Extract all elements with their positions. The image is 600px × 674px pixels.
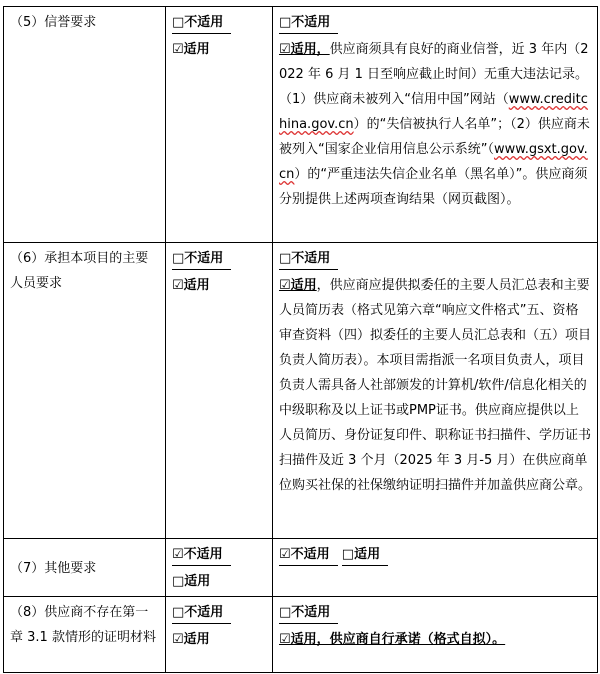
option-applicable: ☑适用	[172, 632, 210, 647]
requirement-item-cell	[4, 539, 166, 597]
applicability-cell	[166, 597, 273, 673]
applicability-cell	[166, 539, 273, 597]
option-applicable: ☑适用	[172, 278, 210, 293]
detail-text	[279, 37, 591, 212]
option-not-applicable: □不适用	[172, 13, 231, 34]
table-row	[4, 7, 598, 243]
detail-text-part: 供应商须具有良好的商业信誉，近 3 年内（2022 年 6 月 1 日至响应截止时间）无重大违法记录。（1）供应商未被列入“信用中国”网站（	[279, 42, 589, 107]
requirement-item-label: （6）承担本项目的主要人员要求	[10, 251, 149, 291]
detail-option-applicable: □适用	[342, 545, 388, 566]
requirement-detail-cell	[273, 243, 598, 539]
detail-text	[279, 627, 591, 652]
option-not-applicable: □不适用	[172, 603, 231, 624]
requirement-item-cell	[4, 243, 166, 539]
requirement-item-label: （8）供应商不存在第一章 3.1 款情形的证明材料	[10, 605, 156, 645]
detail-selected-option: ☑适用，供应商自行承诺（格式自拟）。	[279, 632, 506, 647]
requirement-item-cell	[4, 597, 166, 673]
detail-option-not-applicable: □不适用	[279, 13, 338, 34]
option-not-applicable: □不适用	[172, 249, 231, 270]
option-applicable: □适用	[172, 574, 211, 589]
requirement-detail-cell	[273, 539, 598, 597]
requirement-item-label: （5）信誉要求	[10, 15, 97, 30]
table-row	[4, 597, 598, 673]
option-not-applicable: ☑不适用	[172, 545, 231, 566]
requirement-item-label: （7）其他要求	[10, 560, 97, 576]
requirements-table	[3, 6, 598, 673]
detail-option-not-applicable: ☑不适用	[279, 545, 338, 566]
detail-text-part: ）的“严重违法失信企业名单（黑名单）”。供应商须分别提供上述两项查询结果（网页截图）。	[279, 167, 588, 207]
requirement-item-cell	[4, 7, 166, 243]
detail-text	[279, 273, 591, 498]
detail-option-not-applicable: □不适用	[279, 603, 338, 624]
detail-selected-option: ☑适用，	[279, 42, 330, 57]
detail-selected-option: ☑适用	[279, 278, 317, 293]
applicability-cell	[166, 243, 273, 539]
requirement-detail-cell	[273, 597, 598, 673]
detail-text-part: ，供应商应提供拟委任的主要人员汇总表和主要人员简历表（格式见第六章“响应文件格式”五、资格审查资料（四）拟委任的主要人员汇总表和（五）项目负责人简历表）。本项目需指派一名项目负责人，项目负责人需具备人社部颁发的计算机/软件/信息化相关的中级职称及以上证书或PMP证书。供应商应提供以上人员简历、身份证复印件、职称证书扫描件、学历证书扫描件及近 3 个月（2025 年 3 月-5 月）在供应商单位购买社保的社保缴纳证明扫描件并加盖供应商公章。	[279, 278, 592, 493]
table-row	[4, 243, 598, 539]
creditchina-url: www.creditchina.gov.cn	[279, 92, 588, 132]
applicability-cell	[166, 7, 273, 243]
option-applicable: ☑适用	[172, 42, 210, 57]
requirement-detail-cell	[273, 7, 598, 243]
table-row	[4, 539, 598, 597]
detail-text-part: ）的“失信被执行人名单”；（2）供应商未被列入“国家企业信用信息公示系统”（	[279, 117, 590, 157]
detail-option-not-applicable: □不适用	[279, 249, 338, 270]
gsxt-url: www.gsxt.gov.cn	[279, 142, 588, 182]
